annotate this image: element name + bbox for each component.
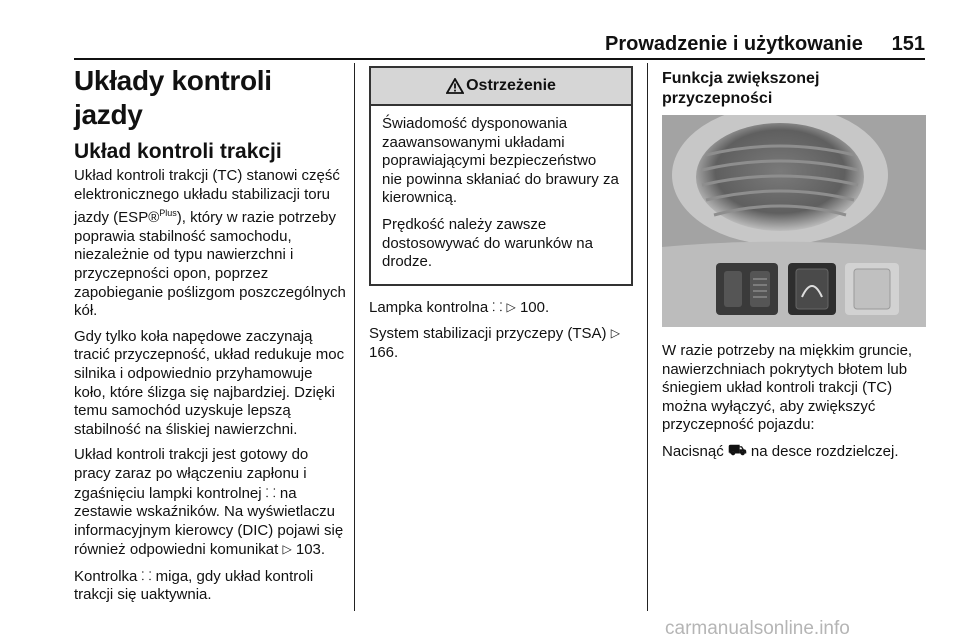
running-header	[605, 33, 925, 56]
warning-title: Ostrzeżenie	[466, 77, 556, 94]
running-header-title: Prowadzenie i użytkowanie	[605, 33, 863, 55]
paragraph-tc-disable: W razie potrzeby na miękkim gruncie, nawierzchniach pokrytych błotem lub śniegiem układ kontroli trakcji (TC) można wyłączyć, aby zwiększyć przyczepność pojazdu:	[662, 342, 913, 434]
column-1	[74, 64, 346, 612]
warning-body	[371, 106, 631, 284]
column-2	[369, 66, 633, 370]
traction-control-lamp-icon: ⸬	[492, 299, 503, 314]
column-3	[662, 69, 926, 469]
paragraph-tc-flashing: Kontrolka ⸬ miga, gdy układ kontroli trakcji się uaktywnia.	[74, 567, 314, 604]
page-reference[interactable]: 100.	[519, 298, 550, 316]
page-number: 151	[891, 33, 925, 55]
paragraph-tc-ready: Układ kontroli trakcji jest gotowy do pracy zaraz po włączeniu zapłonu i zgaśnięciu lampki kontrolnej ⸬ na zestawie wskaźników. Na wyświetlaczu informacyjnym kierowcy (DIC) pojawi się również odpowiedni komunikat ▷ 103.	[74, 446, 344, 559]
page-reference[interactable]: 166.	[369, 343, 399, 361]
paragraph-tc-intro: Układ kontroli trakcji (TC) stanowi część elektronicznego układu stabilizacji toru jazdy (ESP®$^{Plus}$), który w razie potrzeby poprawia stabilność samochodu, niezależnie od typu nawierzchni i przyczepności opon, poprzez zapobieganie poślizgom poszczególnych kół.	[74, 167, 346, 320]
warning-box	[369, 66, 633, 286]
warning-triangle-icon	[446, 78, 464, 94]
paragraph-tc-operation: Gdy tylko koła napędowe zaczynają tracić przyczepność, układ redukuje moc silnika i odpowiednio przyhamowuje koło, które ślizga się najbardziej. Dzięki temu samochód uzyskuje lepszą stabilność na śliskiej nawierzchni.	[74, 327, 345, 438]
page-reference-icon: ▷	[506, 299, 516, 314]
traction-control-lamp-icon: ⸬	[141, 568, 152, 583]
subsection-title: Układ kontroli trakcji	[74, 140, 282, 163]
paragraph-lamp-ref: Lampka kontrolna ⸬ ▷ 100.	[369, 298, 550, 316]
header-rule	[74, 58, 925, 60]
column-divider-2	[647, 63, 648, 611]
page-reference[interactable]: 103.	[295, 541, 326, 559]
section-title: Układy kontroli jazdy	[74, 65, 272, 130]
subsection-title-traction: Funkcja zwiększonej przyczepności	[662, 70, 820, 107]
paragraph-press-button: Nacisnąć ⛟ na desce rozdzielczej.	[662, 441, 899, 460]
paragraph-tsa-ref: System stabilizacji przyczepy (TSA) ▷ 166.	[369, 325, 620, 361]
warning-paragraph-2: Prędkość należy zawsze dostosowywać do warunków na drodze.	[382, 215, 593, 271]
dashboard-switch-panel-image	[662, 115, 926, 327]
warning-header	[371, 68, 631, 106]
watermark: carmanualsonline.info	[665, 618, 850, 639]
dashboard-photo	[662, 115, 926, 327]
page-reference-icon: ▷	[610, 326, 620, 341]
traction-control-lamp-icon: ⸬	[265, 485, 276, 500]
tc-off-button-icon: ⛟	[727, 441, 747, 459]
column-divider-1	[354, 63, 355, 611]
page-reference-icon: ▷	[282, 542, 292, 557]
warning-paragraph-1: Świadomość dysponowania zaawansowanymi układami poprawiającymi bezpieczeństwo nie powinna skłaniać do brawury za kierownicą.	[382, 115, 619, 207]
